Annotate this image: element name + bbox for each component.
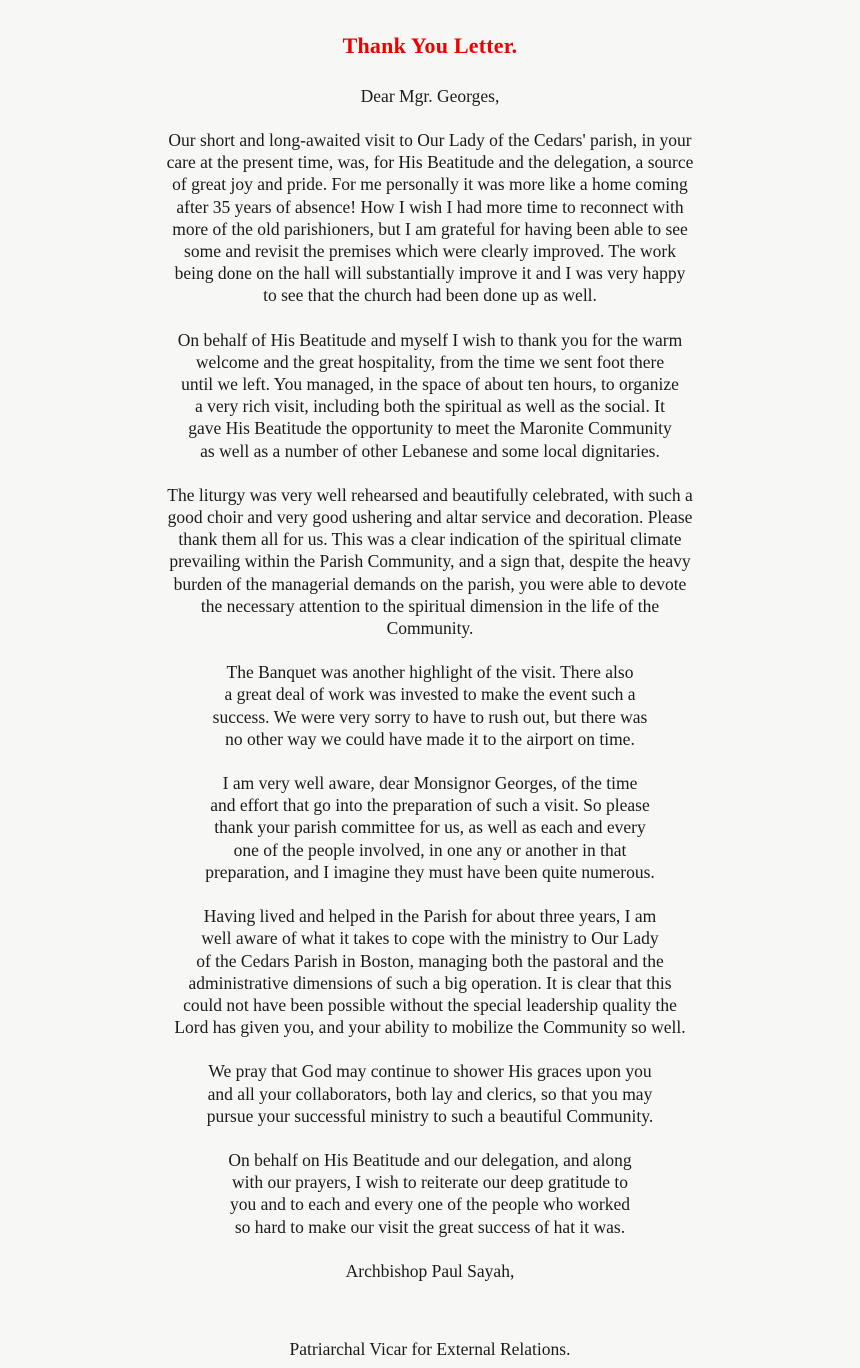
paragraph: On behalf of His Beatitude and myself I wish to thank you for the warm welcome and the great hospitality, from the time we sent foot there until we left. You managed, in the space of about ten hours, to organize a very rich visit, including both the spiritual as well as the social. It gave His Beatitude the opportunity to meet the Maronite Community as well as a number of other Lebanese and some local dignitaries.: [177, 329, 683, 461]
paragraph: Having lived and helped in the Parish for about three years, I am well aware of what it takes to cope with the ministry to Our Lady of the Cedars Parish in Boston, managing both the pastoral and the administrative dimensions of such a big operation. It is clear that this could not have been possible without the special leadership quality the Lord has given you, and your ability to mobilize the Community so well.: [174, 906, 686, 1038]
salutation: Dear Mgr. Georges,: [360, 86, 500, 106]
paragraph: On behalf on His Beatitude and our delegation, and along with our prayers, I wish to reiterate our deep gratitude to you and to each and every one of the people who worked so hard to make our visit the great success of hat it was.: [228, 1149, 632, 1237]
paragraph: The Banquet was another highlight of the visit. There also a great deal of work was invested to make the event such a success. We were very sorry to have to rush out, but there was no other way we could have made it to the airport on time.: [212, 662, 648, 749]
paragraph: Our short and long-awaited visit to Our Lady of the Cedars' parish, in your care at the present time, was, for His Beatitude and the delegation, a source of great joy and pride. For me personally it was more like a home coming after 35 years of absence! How I wish I had more time to reconnect with more of the old parishioners, but I am grateful for having been able to see some and revisit the premises which were clearly improved. The work being done on the hall will substantially improve it and I was very happy to see that the church had been done up as well.: [166, 130, 694, 306]
paragraph: We pray that God may continue to shower His graces upon you and all your collaborators, both lay and clerics, so that you may pursue your successful ministry to such a beautiful Community.: [206, 1061, 654, 1126]
page-title: Thank You Letter.: [342, 33, 518, 58]
paragraph: The liturgy was very well rehearsed and beautifully celebrated, with such a good choir and very good ushering and altar service and decoration. Please thank them all for us. This was a clear indication of the spiritual climate prevailing within the Parish Community, and a sign that, despite the heavy burden of the managerial demands on the parish, you were able to devote the necessary attention to the spiritual dimension in the life of the Community.: [167, 484, 693, 639]
paragraph: I am very well aware, dear Monsignor Georges, of the time and effort that go into the preparation of such a visit. So please thank your parish committee for us, as well as each and every one of the people involved, in one any or another in that preparation, and I imagine they must have been quite numerous.: [205, 773, 655, 882]
signature-title: Patriarchal Vicar for External Relations.: [289, 1338, 571, 1359]
signature-block: [166, 1260, 694, 1360]
signature-name: Archbishop Paul Sayah,: [345, 1260, 515, 1281]
letter-body: [166, 0, 694, 1360]
letter-paragraphs: [166, 129, 694, 1238]
